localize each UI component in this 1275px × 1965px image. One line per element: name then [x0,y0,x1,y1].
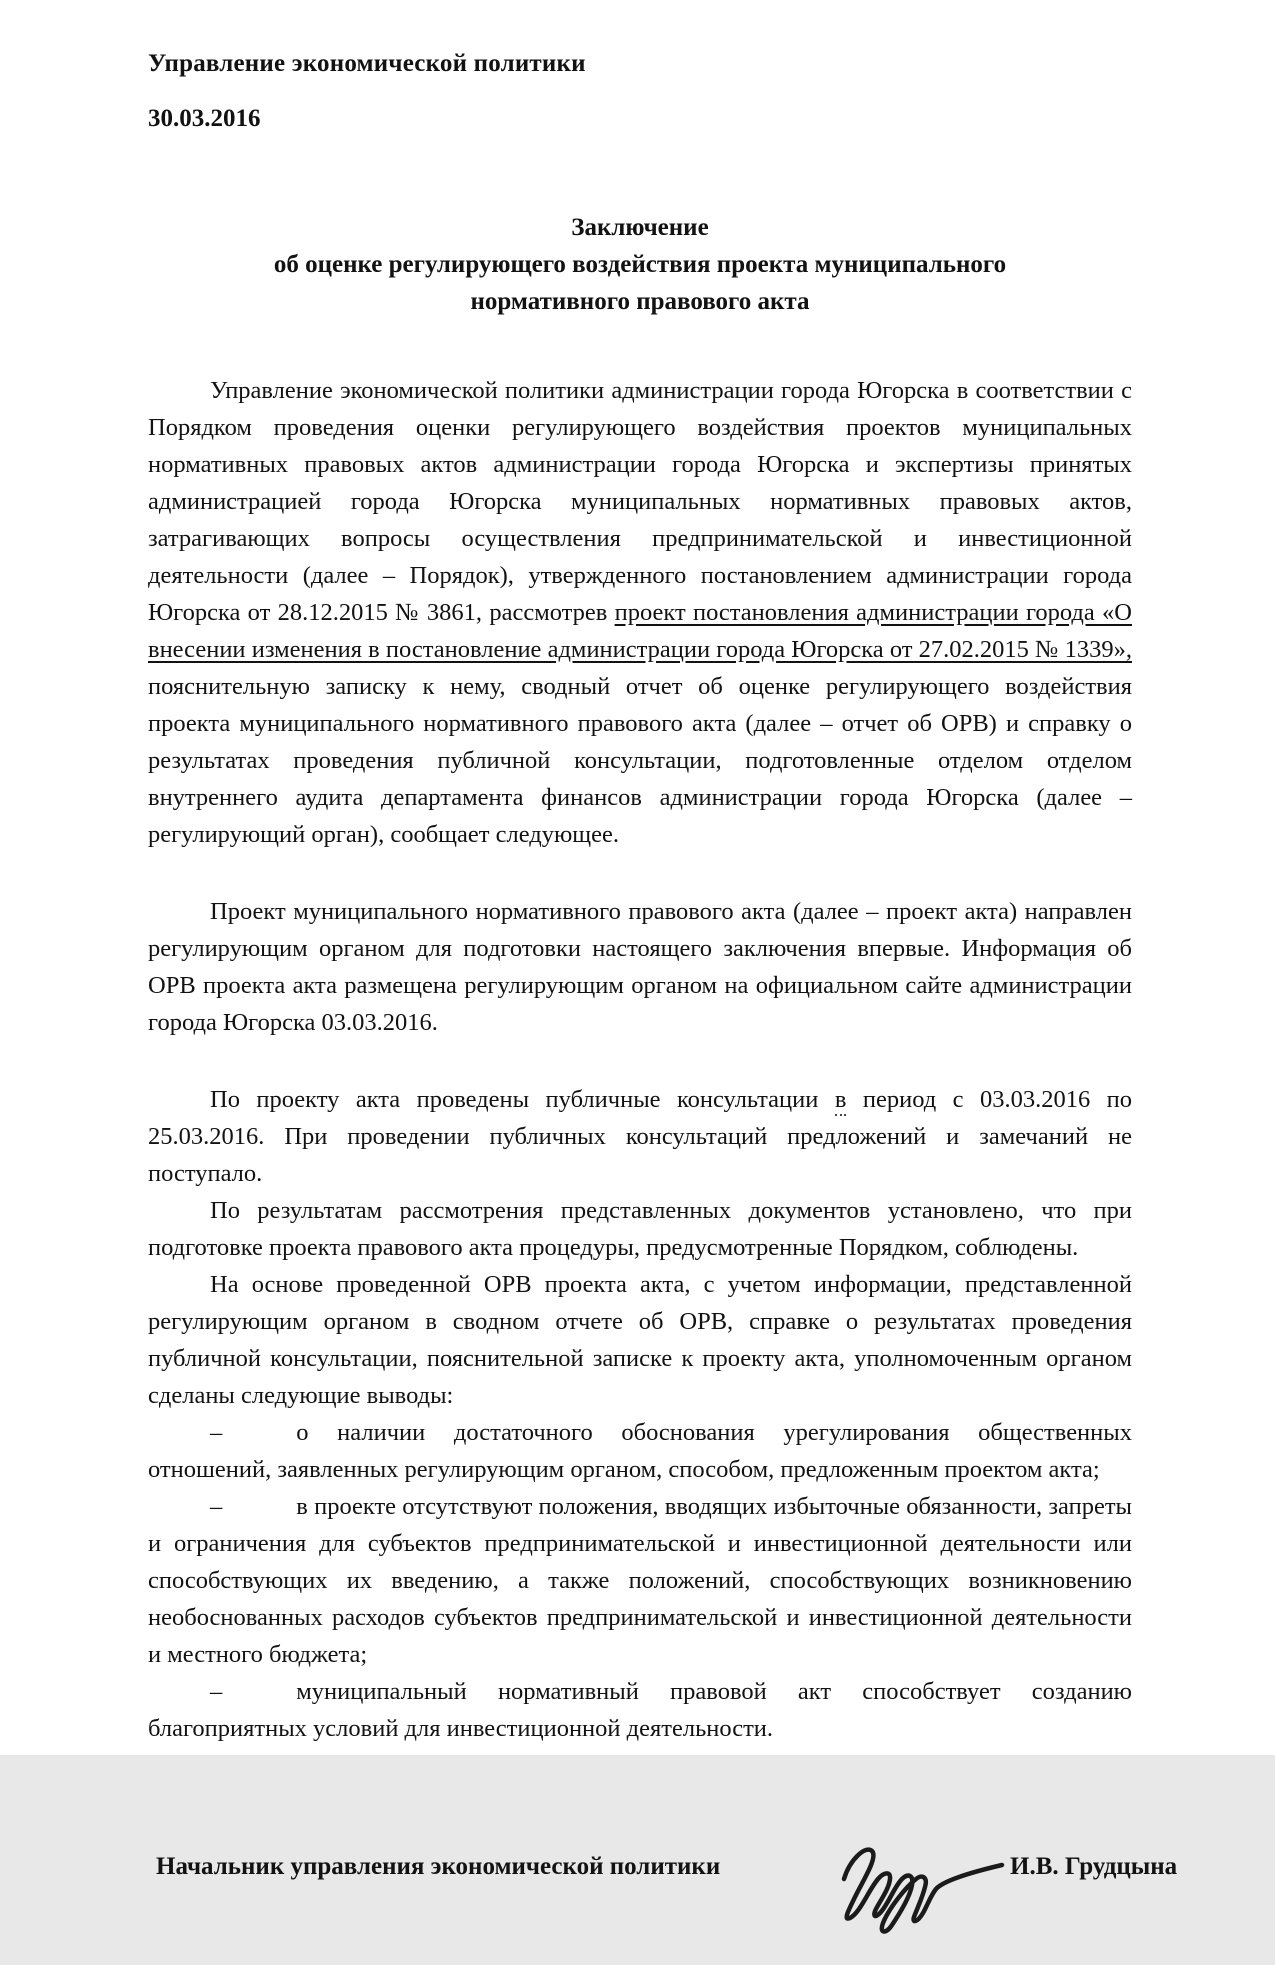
paragraph-5-text: На основе проведенной ОРВ проекта акта, с учетом информации, представленной регулирующим органом в сводном отчете об ОРВ, справке о результатах проведения публичной консультации, пояснительной записке к проекту акта, уполномоченным органом сделаны следующие выводы: [148,1271,1132,1409]
title-line-3: нормативного правового акта [470,288,810,315]
title-line-1: Заключение [571,214,709,241]
conclusion-item-1-text: о наличии достаточного обоснования урегулирования общественных отношений, заявленных регулирующим органом, способом, предложенным проектом акта; [148,1419,1132,1483]
paragraph-5 [148,1266,1132,1414]
paragraph-1-underlined-act-reference: проект постановления администрации города «О внесении изменения в постановление администрации города Югорска от 27.02.2015 № 1339», [148,599,1132,663]
paragraph-2 [148,893,1132,1041]
bullet-dash: – [210,1419,223,1446]
paragraph-3-text-before: По проекту акта проведены публичные консультации [210,1086,835,1113]
paragraph-3 [148,1081,1132,1192]
signer-name: И.В. Грудцына [1010,1853,1178,1880]
paragraph-1-text-after: пояснительную записку к нему, сводный отчет об оценке регулирующего воздействия проекта муниципального нормативного правового акта (далее – отчет об ОРВ) и справку о результатах проведения публичной консультации, подготовленные отделом отделом внутреннего аудита департамента финансов администрации города Югорска (далее – регулирующий орган), сообщает следующее. [148,673,1132,848]
org-name: Управление экономической политики [148,50,586,77]
document-title [148,209,1132,320]
document-content [148,0,1178,1965]
signature-block [148,1845,1178,1965]
paragraph-3-dotted-mark: в [835,1086,847,1116]
conclusion-item-2-text: в проекте отсутствуют положения, вводящих избыточные обязанности, запреты и ограничения для субъектов предпринимательской и инвестиционной деятельности или способствующих их введению, а также положений, способствующих возникновению необоснованных расходов субъектов предпринимательской и инвестиционной деятельности и местного бюджета; [148,1493,1132,1668]
title-line-2: об оценке регулирующего воздействия проекта муниципального [273,251,1007,278]
conclusion-item-3 [148,1673,1132,1747]
bullet-dash: – [210,1493,223,1520]
paragraph-4 [148,1192,1132,1266]
paragraph-2-text: Проект муниципального нормативного правового акта (далее – проект акта) направлен регулирующим органом для подготовки настоящего заключения впервые. Информация об ОРВ проекта акта размещена регулирующим органом на официальном сайте администрации города Югорска 03.03.2016. [148,898,1132,1036]
paragraph-1-text-before: Управление экономической политики администрации города Югорска в соответствии с Порядком проведения оценки регулирующего воздействия проектов муниципальных нормативных правовых актов администрации города Югорска и экспертизы принятых администрацией города Югорска муниципальных нормативных правовых актов, затрагивающих вопросы осуществления предпринимательской и инвестиционной деятельности (далее – Порядок), утвержденного постановлением администрации города Югорска от 28.12.2015 № 3861, рассмотрев [148,377,1132,626]
paragraph-3-text-after: период с 03.03.2016 по 25.03.2016. При проведении публичных консультаций предложений и замечаний не поступало. [148,1086,1132,1187]
conclusion-item-2 [148,1488,1132,1673]
conclusion-item-1 [148,1414,1132,1488]
signer-position-title: Начальник управления экономической политики [156,1853,721,1880]
paragraph-4-text: По результатам рассмотрения представленных документов установлено, что при подготовке проекта правового акта процедуры, предусмотренные Порядком, соблюдены. [148,1197,1132,1261]
bullet-dash: – [210,1678,223,1705]
document-date: 30.03.2016 [148,105,261,132]
paragraph-1 [148,372,1132,853]
conclusion-item-3-text: муниципальный нормативный правовой акт способствует созданию благоприятных условий для инвестиционной деятельности. [148,1678,1132,1742]
handwritten-signature-icon [830,1831,1010,1941]
